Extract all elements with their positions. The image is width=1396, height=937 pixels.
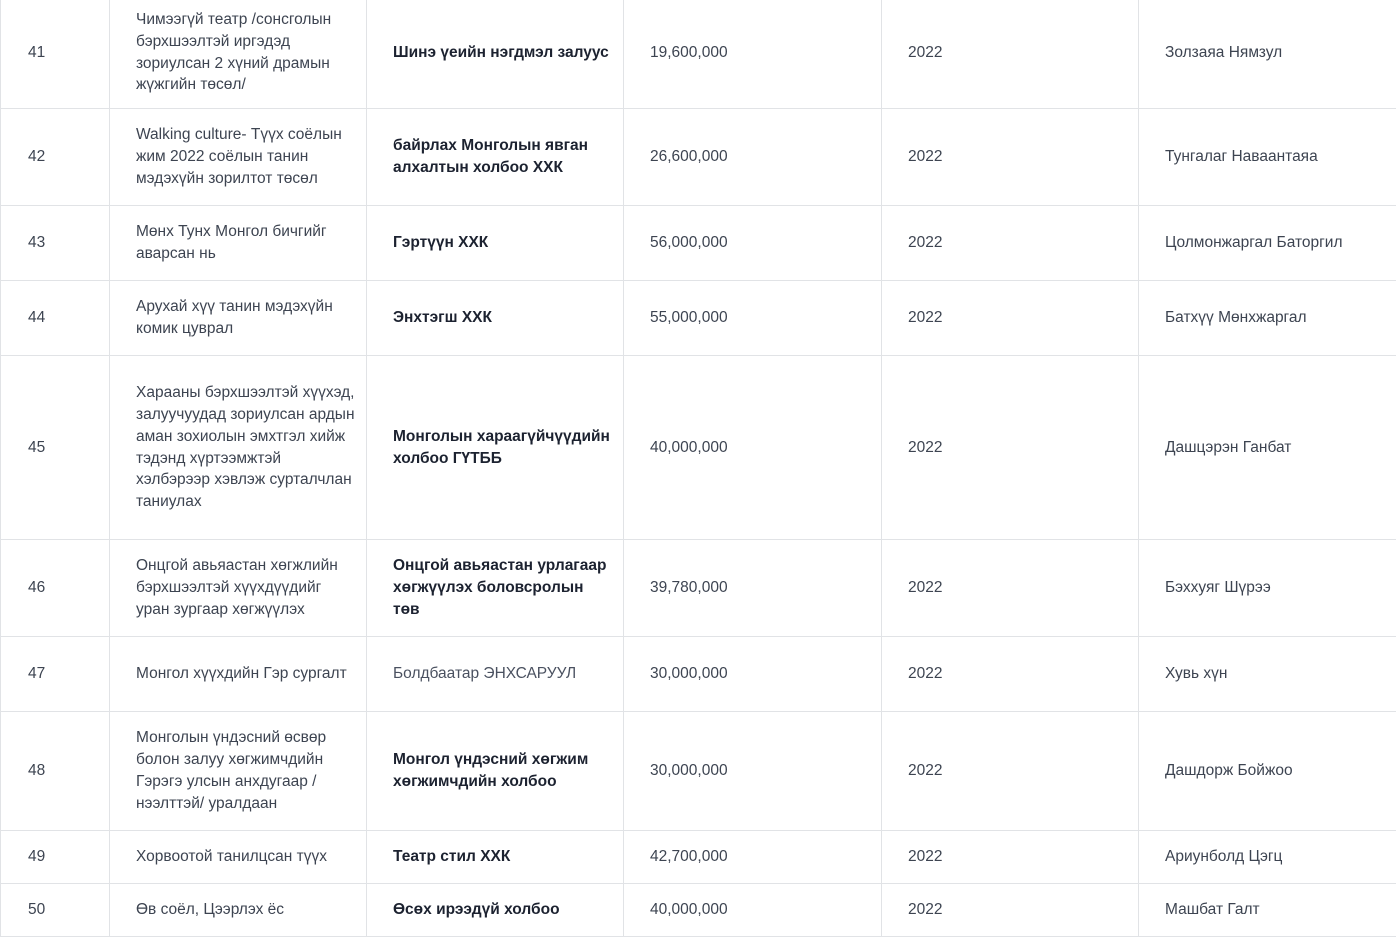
project-name: Монгол хүүхдийн Гэр сургалт: [110, 637, 367, 712]
grant-amount: 56,000,000: [624, 206, 882, 281]
grant-amount: 19,600,000: [624, 0, 882, 109]
table-row: [1, 884, 1396, 937]
organization-name: Театр стил ХХК: [367, 831, 624, 884]
row-number: 44: [1, 281, 110, 356]
row-number: 45: [1, 356, 110, 540]
row-number: 49: [1, 831, 110, 884]
grant-amount: 26,600,000: [624, 109, 882, 206]
project-name: Walking culture- Түүх соёлын жим 2022 соёлын танин мэдэхүйн зорилтот төсөл: [110, 109, 367, 206]
grant-amount: 42,700,000: [624, 831, 882, 884]
row-number: 47: [1, 637, 110, 712]
table-row: [1, 637, 1396, 712]
contact-person: Цолмонжаргал Баторгил: [1139, 206, 1396, 281]
grant-year: 2022: [882, 831, 1139, 884]
contact-person: Бэххуяг Шүрээ: [1139, 540, 1396, 637]
row-number: 46: [1, 540, 110, 637]
contact-person: Хувь хүн: [1139, 637, 1396, 712]
project-name: Өв соёл, Цээрлэх ёс: [110, 884, 367, 937]
grant-year: 2022: [882, 540, 1139, 637]
grant-amount: 39,780,000: [624, 540, 882, 637]
row-number: 42: [1, 109, 110, 206]
organization-name: Өсөх ирээдүй холбоо: [367, 884, 624, 937]
organization-name: Энхтэгш ХХК: [367, 281, 624, 356]
project-name: Арухай хүү танин мэдэхүйн комик цуврал: [110, 281, 367, 356]
grants-table-body: [1, 0, 1396, 937]
grant-amount: 40,000,000: [624, 884, 882, 937]
contact-person: Дашцэрэн Ганбат: [1139, 356, 1396, 540]
organization-name: Болдбаатар ЭНХСАРУУЛ: [367, 637, 624, 712]
organization-name: Шинэ үеийн нэгдмэл залуус: [367, 0, 624, 109]
table-row: [1, 356, 1396, 540]
project-name: Мөнх Тунх Монгол бичгийг аварсан нь: [110, 206, 367, 281]
organization-name: Монгол үндэсний хөгжим хөгжимчдийн холбоо: [367, 712, 624, 831]
table-row: [1, 0, 1396, 109]
grant-year: 2022: [882, 109, 1139, 206]
row-number: 48: [1, 712, 110, 831]
row-number: 41: [1, 0, 110, 109]
grant-amount: 30,000,000: [624, 712, 882, 831]
organization-name: Монголын хараагүйчүүдийн холбоо ГҮТББ: [367, 356, 624, 540]
table-row: [1, 206, 1396, 281]
grant-year: 2022: [882, 281, 1139, 356]
organization-name: Онцгой авьяастан урлагаар хөгжүүлэх боловсролын төв: [367, 540, 624, 637]
grant-year: 2022: [882, 884, 1139, 937]
project-name: Хорвоотой танилцсан түүх: [110, 831, 367, 884]
contact-person: Батхүү Мөнхжаргал: [1139, 281, 1396, 356]
grant-year: 2022: [882, 712, 1139, 831]
grant-amount: 30,000,000: [624, 637, 882, 712]
organization-name: Гэртүүн ХХК: [367, 206, 624, 281]
grant-year: 2022: [882, 0, 1139, 109]
grant-year: 2022: [882, 356, 1139, 540]
project-name: Монголын үндэсний өсвөр болон залуу хөгжимчдийн Гэрэгэ улсын анхдугаар /нээлттэй/ уралдаан: [110, 712, 367, 831]
contact-person: Машбат Галт: [1139, 884, 1396, 937]
grant-amount: 40,000,000: [624, 356, 882, 540]
contact-person: Дашдорж Бойжоо: [1139, 712, 1396, 831]
row-number: 43: [1, 206, 110, 281]
table-row: [1, 281, 1396, 356]
row-number: 50: [1, 884, 110, 937]
project-name: Харааны бэрхшээлтэй хүүхэд, залуучуудад зориулсан ардын аман зохиолын эмхтгэл хийж тэдэнд хүртээмжтэй хэлбэрээр хэвлэж сурталчлан таниулах: [110, 356, 367, 540]
contact-person: Ариунболд Цэгц: [1139, 831, 1396, 884]
table-row: [1, 712, 1396, 831]
project-name: Чимээгүй театр /сонсголын бэрхшээлтэй иргэдэд зориулсан 2 хүний драмын жүжгийн төсөл/: [110, 0, 367, 109]
grant-amount: 55,000,000: [624, 281, 882, 356]
project-name: Онцгой авьяастан хөгжлийн бэрхшээлтэй хүүхдүүдийг уран зургаар хөгжүүлэх: [110, 540, 367, 637]
grant-year: 2022: [882, 206, 1139, 281]
contact-person: Тунгалаг Наваантаяа: [1139, 109, 1396, 206]
table-row: [1, 540, 1396, 637]
table-row: [1, 831, 1396, 884]
organization-name: байрлах Монголын явган алхалтын холбоо ХХК: [367, 109, 624, 206]
table-row: [1, 109, 1396, 206]
grant-year: 2022: [882, 637, 1139, 712]
contact-person: Золзаяа Нямзул: [1139, 0, 1396, 109]
